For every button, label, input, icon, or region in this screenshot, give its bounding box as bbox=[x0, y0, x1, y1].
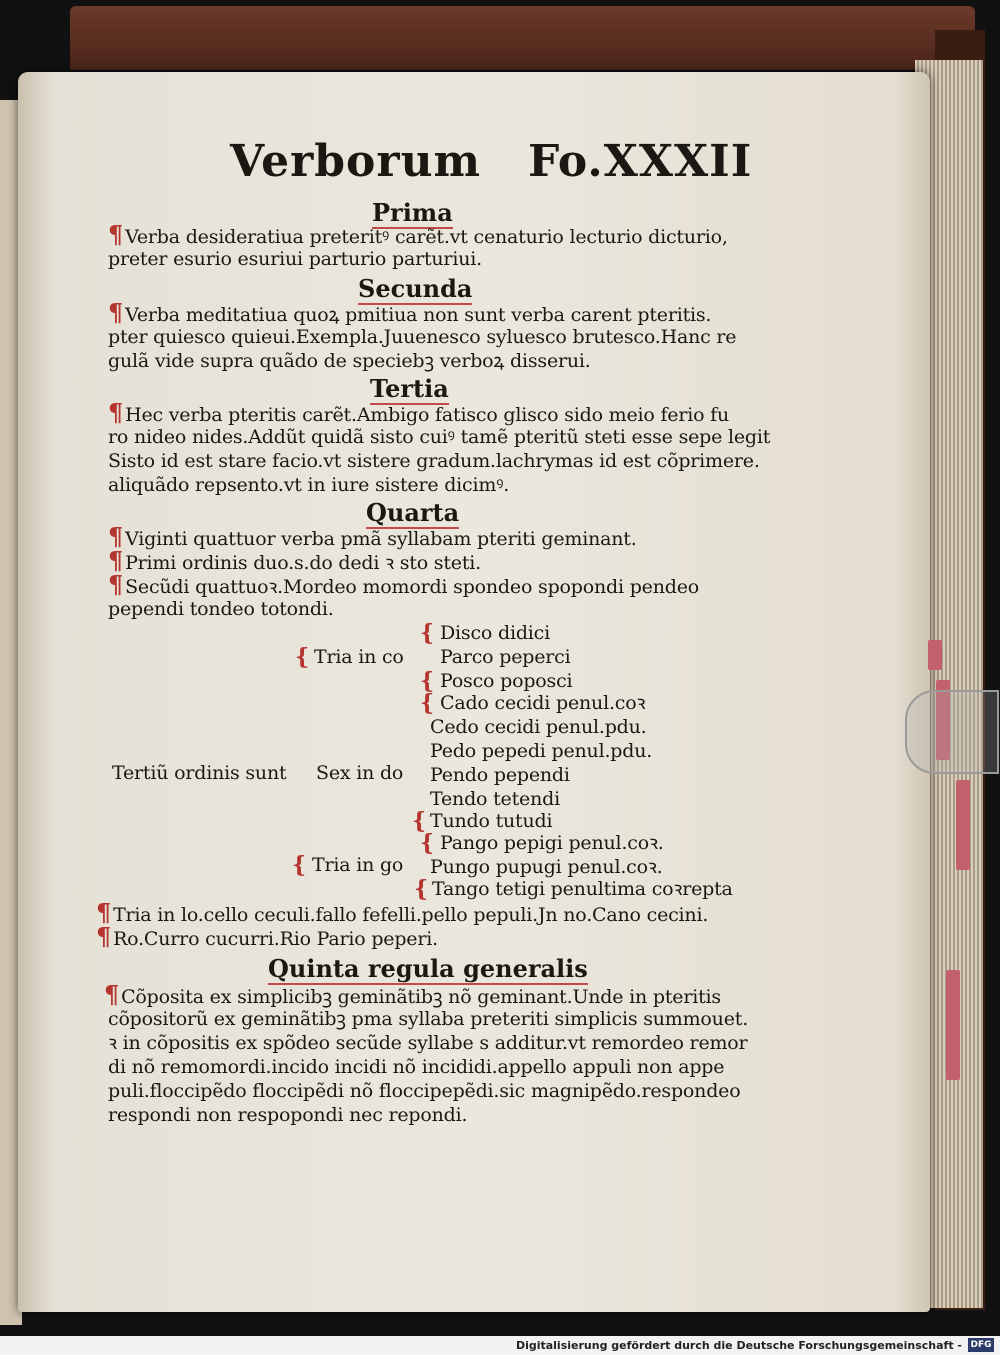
footer-credit: Digitalisierung gefördert durch die Deutsche Forschungsgemeinschaft - bbox=[515, 1339, 962, 1352]
do-item: Tundo tutudi bbox=[430, 810, 553, 832]
text-line: ¶ Cõposita ex simplicibꝫ geminãtibꝫ nõ geminant.Unde in pteritis bbox=[104, 980, 721, 1009]
group-label-co: Tria in co bbox=[314, 646, 404, 668]
do-item: Cedo cecidi penul.pdu. bbox=[430, 716, 647, 738]
text-line: di nõ remomordi.incido incidi nõ incididi.appello appuli non appe bbox=[108, 1056, 725, 1078]
text-line: ¶ Hec verba pteritis carẽt.Ambigo fatisco glisco sido meio ferio fu bbox=[108, 398, 730, 427]
do-item: Pendo pependi bbox=[430, 764, 570, 786]
go-item: Pungo pupugi penul.coꝛ. bbox=[430, 856, 663, 878]
go-item: Tango tetigi penultima coꝛrepta bbox=[432, 878, 733, 900]
brace-icon: { bbox=[295, 644, 310, 670]
group-label-go: Tria in go bbox=[312, 854, 404, 876]
text-line: pter quiesco quieui.Exempla.Juuenesco syluesco brutesco.Hanc re bbox=[108, 326, 737, 348]
do-item: Tendo tetendi bbox=[430, 788, 560, 810]
brace-icon: { bbox=[412, 808, 427, 834]
brace-icon: { bbox=[420, 830, 435, 856]
text-line: pependi tondeo totondi. bbox=[108, 598, 334, 620]
text-line: ¶ Secũdi quattuoꝛ.Mordeo momordi spondeo spopondi pendeo bbox=[108, 570, 699, 599]
text-line: aliquãdo repsento.vt in iure sistere dicimꝰ. bbox=[108, 474, 510, 496]
text-line: cõpositorũ ex geminãtibꝫ pma syllaba preteriti simplicis summouet. bbox=[108, 1008, 749, 1030]
paragraph-mark-icon: ¶ bbox=[108, 522, 124, 551]
group-label-tertium: Tertiũ ordinis sunt bbox=[112, 762, 287, 784]
text-line: ro nideo nides.Addũt quidã sisto cuiꝰ tamẽ pteritũ steti esse sepe legit bbox=[108, 426, 771, 448]
paragraph-mark-icon: ¶ bbox=[108, 546, 124, 575]
section-heading-tertia: Tertia bbox=[370, 374, 449, 403]
text-line: ¶ Primi ordinis duo.s.do dedi ꝛ sto steti. bbox=[108, 546, 481, 575]
text-line: preter esurio esuriui parturio parturiui. bbox=[108, 248, 482, 270]
paragraph-mark-icon: ¶ bbox=[108, 298, 124, 327]
text-line: respondi non respopondi nec repondi. bbox=[108, 1104, 468, 1126]
section-heading-quinta: Quinta regula generalis bbox=[268, 954, 588, 983]
go-item: Pango pepigi penul.coꝛ. bbox=[440, 832, 664, 854]
brace-icon: { bbox=[420, 620, 435, 646]
paragraph-mark-icon: ¶ bbox=[108, 220, 124, 249]
paragraph-mark-icon: ¶ bbox=[108, 570, 124, 599]
co-item: Posco poposci bbox=[440, 670, 573, 692]
brace-icon: { bbox=[414, 876, 429, 902]
running-title: Verborum bbox=[230, 136, 482, 187]
paragraph-mark-icon: ¶ bbox=[108, 398, 124, 427]
text-line: gulã vide supra quãdo de speciebꝫ verboꝝ disserui. bbox=[108, 350, 591, 372]
text-line: ¶ Tria in lo.cello ceculi.fallo fefelli.pello pepuli.Jn no.Cano cecini. bbox=[96, 898, 709, 927]
group-label-do: Sex in do bbox=[316, 762, 404, 784]
folio-number: Fo.XXXII bbox=[528, 136, 753, 187]
paragraph-mark-icon: ¶ bbox=[96, 922, 112, 951]
text-line: Sisto id est stare facio.vt sistere gradum.lachrymas id est cõprimere. bbox=[108, 450, 760, 472]
brace-icon: { bbox=[420, 668, 435, 694]
text-line: puli.floccipẽdo floccipẽdi nõ floccipepẽdi.sic magnipẽdo.respondeo bbox=[108, 1080, 741, 1102]
text-line: ¶ Viginti quattuor verba pmã syllabam pteriti geminant. bbox=[108, 522, 637, 551]
paragraph-mark-icon: ¶ bbox=[104, 980, 120, 1009]
brace-icon: { bbox=[292, 852, 307, 878]
section-heading-quarta: Quarta bbox=[366, 498, 460, 527]
paragraph-mark-icon: ¶ bbox=[96, 898, 112, 927]
co-item: Parco peperci bbox=[440, 646, 571, 668]
dfg-logo: DFG bbox=[968, 1338, 994, 1352]
brace-icon: { bbox=[420, 690, 435, 716]
text-line: ¶ Verba desideratiua preteritꝰ carẽt.vt cenaturio lecturio dicturio, bbox=[108, 220, 728, 249]
do-item: Pedo pepedi penul.pdu. bbox=[430, 740, 653, 762]
text-line: ¶ Verba meditatiua quoꝝ pmitiua non sunt verba carent pteritis. bbox=[108, 298, 712, 327]
do-item: Cado cecidi penul.coꝛ bbox=[440, 692, 646, 714]
section-heading-secunda: Secunda bbox=[358, 274, 473, 303]
section-heading-prima: Prima bbox=[372, 198, 453, 227]
text-line: ꝛ in cõpositis ex spõdeo secũde syllabe s additur.vt remordeo remor bbox=[108, 1032, 748, 1054]
text-line: ¶ Ro.Curro cucurri.Rio Pario peperi. bbox=[96, 922, 438, 951]
co-item: Disco didici bbox=[440, 622, 550, 644]
